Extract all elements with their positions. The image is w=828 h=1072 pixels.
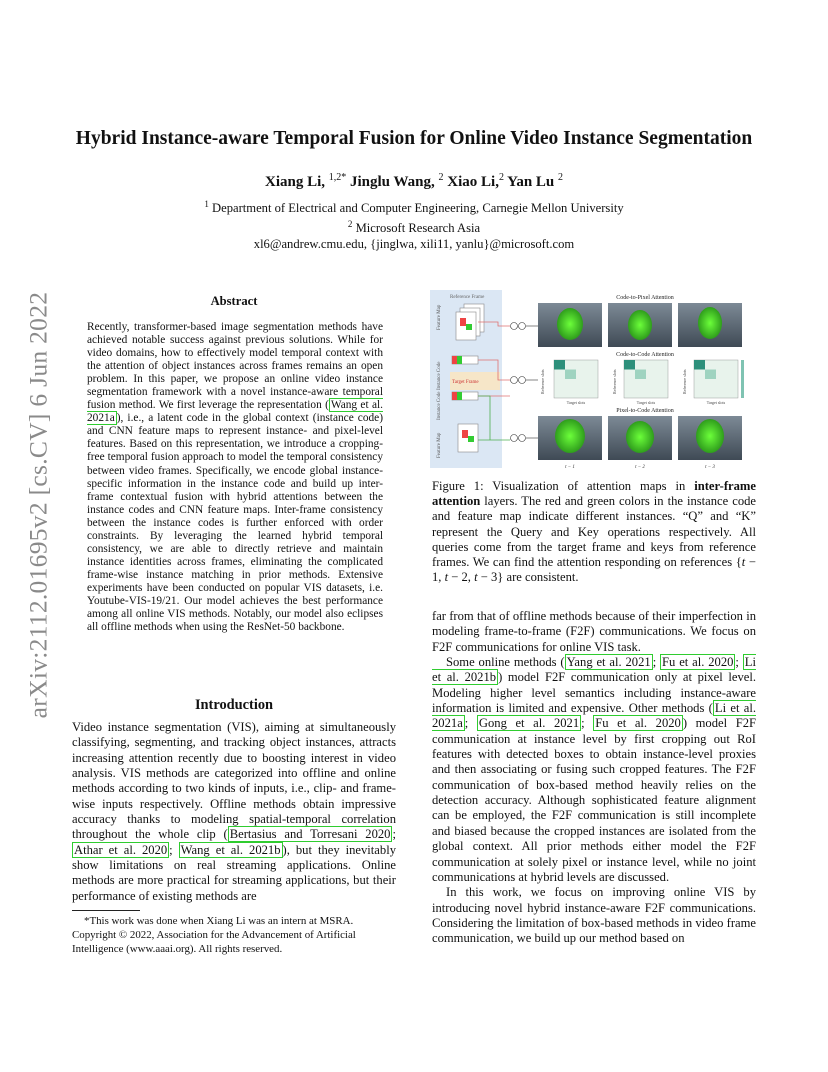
target-slots-label-3: Target slots: [706, 400, 726, 405]
ref-slots-label-1: Reference slots: [540, 369, 545, 394]
label-t-minus-2: t − 2: [635, 465, 645, 470]
label-feature-map-bottom: Feature Map: [437, 432, 442, 458]
abstract-body: Recently, transformer-based image segmentation methods have achieved notable success against previous solutions. While for video domains, how to effectively model temporal context with the attention of object instances across frames remains an open problem. In this paper, we propose an online video instance segmentation framework with a novel instance-aware temporal fusion method. We first leverage the representation ( Wang et al. 2021a ), i.e., a latent code in the global context (instance code) and CNN feature maps to represent instance- and pixel-level features. Based on this representation, we introduce a cropping-free temporal fusion approach to model the temporal consistency between video frames. Specifically, we encode global instance-specific information in the instance code and build up inter-frame contextual fusion with hybrid attentions between the instance codes and CNN feature maps. Inter-frame consistency between the instance codes is further enforced with order constraints. By leveraging the learned hybrid temporal consistency, we are able to directly retrieve and maintain instance identities across frames, eliminating the complicated frame-wise instance matching in prior methods. Extensive experiments have been conducted on popular VIS datasets, i.e. Youtube-VIS-19/21. Our model achieves the best performance among all online VIS methods. Notably, our model also eclipses all offline methods when using the ResNet-50 backbone.: [87, 321, 383, 634]
label-t-minus-1: t − 1: [565, 465, 575, 470]
code-to-pixel-maps: [538, 303, 742, 347]
paper-title: Hybrid Instance-aware Temporal Fusion for Online Video Instance Segmentation: [75, 128, 753, 149]
footnote-msra: *This work was done when Xiang Li was an intern at MSRA.: [84, 915, 354, 927]
affiliations: $^1$ Department of Electrical and Computer Engineering, Carnegie Mellon University $^2$ Microsoft Research Asia xl6@andrew.cmu.edu, {jinglwa, xili11, yanlu}@microsoft.com: [204, 199, 624, 252]
target-slots-label-2: Target slots: [636, 400, 656, 405]
pixel-to-code-maps: [538, 416, 742, 460]
code-to-code-heatmaps: [540, 360, 744, 405]
intro-continued: far from that of offline methods because of their imperfection in modeling frame-to-frame (F2F) communications. We focus on F2F communications for online VIS task. Some online methods ( Yang et al. 2021 ; Fu et al. 2020 ; Li et al. 2021b ) model F2F communication only at pixel level. Modeling higher level semantics including instance-aware information is limited and expensive. Other methods ( Li et al. 2021a ; Gong et al. 2021 ; Fu et al. 2020 ) model F2F communication at instance level by first cropping out RoI features with detected boxes to obtain instance-level proxies and then associating or fusing such cropped features. The F2F communication of box-based method heavily relies on the detection accuracy. Although sophisticated feature alignment can be employed, the F2F communication is still incomplete and biased because the cropped instances are isolated from the global context. All prior methods either model the F2F communication at solely pixel or instance level, while no joint communications at hybrid levels are discussed. In this work, we focus on improving online VIS by introducing novel hybrid instance-aware F2F communications. Considering the limitation of box-based methods in video frame communication, we build up our method based on: [432, 609, 757, 946]
copyright-notice: Copyright © 2022, Association for the Advancement of Artificial Intelligence (www.aaai.org). All rights reserved.: [72, 929, 356, 955]
intro-body: Video instance segmentation (VIS), aiming at simultaneously classifying, segmenting, and tracking object instances, attracts increasing attention recently due to boosting interest in video analysis. VIS methods are categorized into offline and online methods according to two kinds of inputs, i.e., clip- and frame-wise inputs respectively. Offline methods obtain impressive accuracy thanks to modeling spatial-temporal correlation throughout the whole clip ( Bertasius and Torresani 2020 ; Athar et al. 2020 ; Wang et al. 2021b ), but they inevitably show limitations on real streaming applications. Online methods are more practical for streaming applications, but their performance of existing methods are: [72, 720, 396, 903]
reference-instance-codes: [452, 356, 478, 364]
abstract-heading: Abstract: [210, 294, 258, 308]
operator-outputs: [526, 326, 538, 438]
title-code-to-pixel: Code-to-Pixel Attention: [616, 295, 674, 301]
target-slots-label-1: Target slots: [566, 400, 586, 405]
ref-slots-label-2: Reference slots: [612, 369, 617, 394]
qk-operator-nodes: [511, 323, 526, 442]
label-instance-code-2: Instance Code: [437, 391, 442, 420]
title-code-to-code: Code-to-Code Attention: [616, 352, 674, 358]
footnote: [72, 914, 396, 956]
label-t-minus-3: t − 3: [705, 465, 715, 470]
ref-slots-label-3: Reference slots: [682, 369, 687, 394]
label-instance-code-1: Instance Code: [437, 361, 442, 390]
figure-1: [430, 290, 760, 472]
label-target-frame: Target Frame: [452, 380, 479, 385]
label-reference-frame: Reference Frame: [450, 295, 485, 300]
label-feature-map-top: Feature Map: [437, 304, 442, 330]
figure-caption: Figure 1: Visualization of attention maps in inter-frame attention layers. The red and green colors in the instance code and feature map indicate different instances. “Q” and “K” represent the Query and Key operations respectively. All queries come from the target frame and keys from reference frames. We can find the attention responding on references {t − 1, t − 2, t − 3} are consistent.: [432, 479, 756, 585]
authors: Xiang Li, $^{1,2*}$ Jinglu Wang, $^2$ Xiao Li,$^2$ Yan Lu $^2$: [264, 172, 564, 190]
intro-heading: Introduction: [194, 697, 274, 713]
footnote-rule: [72, 910, 140, 911]
target-feature-map: [458, 424, 478, 452]
arxiv-watermark: [18, 290, 58, 720]
colorbar: [741, 360, 744, 398]
target-instance-codes: [452, 392, 478, 400]
title-pixel-to-code: Pixel-to-Code Attention: [616, 408, 674, 414]
arxiv-id: arXiv:2112.01695v2 [cs.CV] 6 Jun 2022: [23, 291, 52, 719]
